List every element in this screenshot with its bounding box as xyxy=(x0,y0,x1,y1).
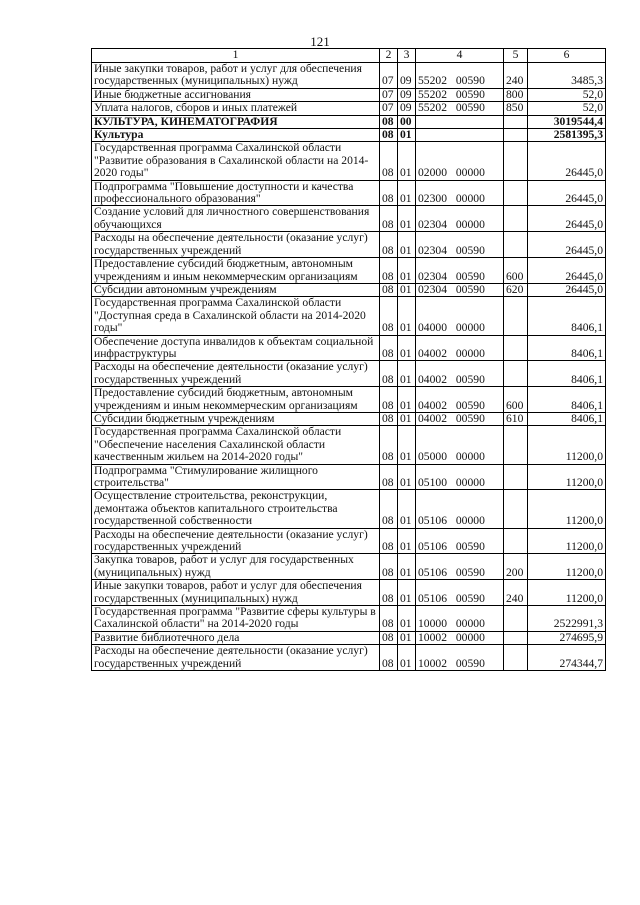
table-row xyxy=(92,580,606,606)
table-row xyxy=(92,88,606,101)
row-target-article: 04000 00000 xyxy=(416,297,504,335)
row-name: Уплата налогов, сборов и иных платежей xyxy=(92,102,380,115)
row-expense-type xyxy=(504,645,528,671)
row-section: 08 xyxy=(380,490,398,528)
row-name: Подпрограмма "Повышение доступности и качества профессионального образования" xyxy=(92,180,380,206)
row-expense-type xyxy=(504,180,528,206)
row-section: 08 xyxy=(380,580,398,606)
row-subsection: 01 xyxy=(398,606,416,632)
row-section: 08 xyxy=(380,606,398,632)
budget-table xyxy=(91,48,606,671)
table-row xyxy=(92,115,606,128)
row-name: Иные бюджетные ассигнования xyxy=(92,88,380,101)
row-subsection: 01 xyxy=(398,335,416,361)
row-subsection: 09 xyxy=(398,102,416,115)
row-target-article: 02000 00000 xyxy=(416,142,504,180)
row-expense-type xyxy=(504,361,528,387)
row-name: Расходы на обеспечение деятельности (оказание услуг) государственных учреждений xyxy=(92,528,380,554)
row-subsection: 01 xyxy=(398,283,416,296)
row-expense-type: 800 xyxy=(504,88,528,101)
row-target-article: 55202 00590 xyxy=(416,102,504,115)
row-expense-type xyxy=(504,631,528,644)
row-amount: 26445,0 xyxy=(528,180,606,206)
row-name: Расходы на обеспечение деятельности (оказание услуг) государственных учреждений xyxy=(92,232,380,258)
row-target-article: 55202 00590 xyxy=(416,88,504,101)
row-expense-type: 200 xyxy=(504,554,528,580)
row-subsection: 01 xyxy=(398,180,416,206)
table-row xyxy=(92,63,606,89)
row-name: Субсидии автономным учреждениям xyxy=(92,283,380,296)
row-section: 08 xyxy=(380,258,398,284)
row-target-article: 02304 00000 xyxy=(416,206,504,232)
row-amount: 8406,1 xyxy=(528,335,606,361)
table-row xyxy=(92,426,606,464)
row-expense-type xyxy=(504,490,528,528)
row-target-article xyxy=(416,115,504,128)
table-row xyxy=(92,258,606,284)
row-target-article: 02300 00000 xyxy=(416,180,504,206)
row-expense-type xyxy=(504,142,528,180)
row-amount: 11200,0 xyxy=(528,528,606,554)
row-expense-type xyxy=(504,206,528,232)
table-row xyxy=(92,361,606,387)
row-section: 08 xyxy=(380,335,398,361)
row-subsection: 01 xyxy=(398,361,416,387)
row-name: Государственная программа "Развитие сферы культуры в Сахалинской области" на 2014-2020 годы xyxy=(92,606,380,632)
row-target-article: 05000 00000 xyxy=(416,426,504,464)
row-section: 08 xyxy=(380,297,398,335)
row-amount: 52,0 xyxy=(528,88,606,101)
row-section: 08 xyxy=(380,180,398,206)
row-subsection: 01 xyxy=(398,645,416,671)
row-target-article: 05100 00000 xyxy=(416,464,504,490)
table-row xyxy=(92,335,606,361)
row-amount: 11200,0 xyxy=(528,554,606,580)
row-name: Расходы на обеспечение деятельности (оказание услуг) государственных учреждений xyxy=(92,361,380,387)
row-amount: 26445,0 xyxy=(528,142,606,180)
table-row xyxy=(92,283,606,296)
table-row xyxy=(92,297,606,335)
row-amount: 11200,0 xyxy=(528,426,606,464)
row-subsection: 09 xyxy=(398,88,416,101)
row-expense-type xyxy=(504,297,528,335)
row-section: 08 xyxy=(380,554,398,580)
table-row xyxy=(92,232,606,258)
row-expense-type xyxy=(504,606,528,632)
row-name: Предоставление субсидий бюджетным, автономным учреждениям и иным некоммерческим организациям xyxy=(92,258,380,284)
row-section: 08 xyxy=(380,283,398,296)
row-subsection: 01 xyxy=(398,580,416,606)
row-amount: 3485,3 xyxy=(528,63,606,89)
row-section: 08 xyxy=(380,631,398,644)
row-target-article: 02304 00590 xyxy=(416,283,504,296)
table-row xyxy=(92,206,606,232)
row-name: Расходы на обеспечение деятельности (оказание услуг) государственных учреждений xyxy=(92,645,380,671)
table-row xyxy=(92,142,606,180)
row-subsection: 01 xyxy=(398,631,416,644)
row-target-article: 04002 00000 xyxy=(416,335,504,361)
row-expense-type: 600 xyxy=(504,258,528,284)
row-expense-type: 600 xyxy=(504,387,528,413)
row-target-article: 02304 00590 xyxy=(416,232,504,258)
row-amount: 2522991,3 xyxy=(528,606,606,632)
row-amount: 11200,0 xyxy=(528,580,606,606)
table-row xyxy=(92,490,606,528)
row-target-article: 05106 00590 xyxy=(416,580,504,606)
row-target-article: 04002 00590 xyxy=(416,387,504,413)
table-row xyxy=(92,102,606,115)
row-section: 08 xyxy=(380,645,398,671)
row-subsection: 01 xyxy=(398,258,416,284)
row-expense-type: 850 xyxy=(504,102,528,115)
row-subsection: 00 xyxy=(398,115,416,128)
row-expense-type xyxy=(504,129,528,142)
row-name: Осуществление строительства, реконструкции, демонтажа объектов капитального строительства государственной собственности xyxy=(92,490,380,528)
row-amount: 52,0 xyxy=(528,102,606,115)
row-expense-type: 620 xyxy=(504,283,528,296)
row-section: 08 xyxy=(380,232,398,258)
header-col-3: 3 xyxy=(398,49,416,63)
row-section: 08 xyxy=(380,129,398,142)
table-row xyxy=(92,528,606,554)
row-section: 08 xyxy=(380,412,398,425)
row-subsection: 01 xyxy=(398,412,416,425)
row-name: Закупка товаров, работ и услуг для государственных (муниципальных) нужд xyxy=(92,554,380,580)
row-section: 07 xyxy=(380,102,398,115)
row-name: Развитие библиотечного дела xyxy=(92,631,380,644)
row-expense-type xyxy=(504,232,528,258)
table-body xyxy=(92,63,606,671)
table-row xyxy=(92,464,606,490)
row-name: Предоставление субсидий бюджетным, автономным учреждениям и иным некоммерческим организациям xyxy=(92,387,380,413)
row-section: 08 xyxy=(380,361,398,387)
row-subsection: 01 xyxy=(398,528,416,554)
row-name: Государственная программа Сахалинской области "Развитие образования в Сахалинской области на 2014-2020 годы" xyxy=(92,142,380,180)
row-subsection: 01 xyxy=(398,554,416,580)
row-name: Государственная программа Сахалинской области "Обеспечение населения Сахалинской области качественным жильем на 2014-2020 годы" xyxy=(92,426,380,464)
row-expense-type xyxy=(504,115,528,128)
row-target-article xyxy=(416,129,504,142)
row-amount: 8406,1 xyxy=(528,361,606,387)
row-name: Субсидии бюджетным учреждениям xyxy=(92,412,380,425)
row-amount: 8406,1 xyxy=(528,412,606,425)
row-expense-type xyxy=(504,335,528,361)
row-amount: 2581395,3 xyxy=(528,129,606,142)
row-section: 07 xyxy=(380,63,398,89)
row-expense-type xyxy=(504,426,528,464)
row-subsection: 01 xyxy=(398,206,416,232)
table-row xyxy=(92,387,606,413)
row-target-article: 55202 00590 xyxy=(416,63,504,89)
row-section: 08 xyxy=(380,142,398,180)
row-target-article: 10002 00000 xyxy=(416,631,504,644)
row-section: 08 xyxy=(380,206,398,232)
row-subsection: 01 xyxy=(398,142,416,180)
row-target-article: 10000 00000 xyxy=(416,606,504,632)
row-subsection: 01 xyxy=(398,232,416,258)
row-amount: 26445,0 xyxy=(528,232,606,258)
table-row xyxy=(92,554,606,580)
table-row xyxy=(92,180,606,206)
page-number: 121 xyxy=(310,34,330,49)
row-amount: 11200,0 xyxy=(528,464,606,490)
table-row xyxy=(92,606,606,632)
row-subsection: 01 xyxy=(398,387,416,413)
row-amount: 26445,0 xyxy=(528,283,606,296)
row-expense-type: 240 xyxy=(504,580,528,606)
row-amount: 26445,0 xyxy=(528,258,606,284)
header-col-2: 2 xyxy=(380,49,398,63)
row-amount: 3019544,4 xyxy=(528,115,606,128)
row-target-article: 10002 00590 xyxy=(416,645,504,671)
row-amount: 11200,0 xyxy=(528,490,606,528)
row-name: Иные закупки товаров, работ и услуг для обеспечения государственных (муниципальных) нужд xyxy=(92,63,380,89)
row-section: 08 xyxy=(380,426,398,464)
row-expense-type: 240 xyxy=(504,63,528,89)
row-expense-type: 610 xyxy=(504,412,528,425)
row-subsection: 01 xyxy=(398,129,416,142)
row-name: КУЛЬТУРА, КИНЕМАТОГРАФИЯ xyxy=(92,115,380,128)
table-row xyxy=(92,631,606,644)
row-amount: 274695,9 xyxy=(528,631,606,644)
row-subsection: 01 xyxy=(398,426,416,464)
row-subsection: 01 xyxy=(398,297,416,335)
header-col-4: 4 xyxy=(416,49,504,63)
row-name: Государственная программа Сахалинской области "Доступная среда в Сахалинской области на 2014-2020 годы" xyxy=(92,297,380,335)
header-col-5: 5 xyxy=(504,49,528,63)
table-row xyxy=(92,645,606,671)
row-name: Создание условий для личностного совершенствования обучающихся xyxy=(92,206,380,232)
row-name: Иные закупки товаров, работ и услуг для обеспечения государственных (муниципальных) нужд xyxy=(92,580,380,606)
row-amount: 274344,7 xyxy=(528,645,606,671)
row-target-article: 05106 00000 xyxy=(416,490,504,528)
table-row xyxy=(92,412,606,425)
header-col-6: 6 xyxy=(528,49,606,63)
table-header-row xyxy=(92,49,606,63)
row-name: Подпрограмма "Стимулирование жилищного строительства" xyxy=(92,464,380,490)
row-expense-type xyxy=(504,464,528,490)
row-amount: 26445,0 xyxy=(528,206,606,232)
row-amount: 8406,1 xyxy=(528,387,606,413)
row-target-article: 04002 00590 xyxy=(416,412,504,425)
row-section: 08 xyxy=(380,387,398,413)
row-subsection: 01 xyxy=(398,490,416,528)
row-target-article: 02304 00590 xyxy=(416,258,504,284)
header-col-1: 1 xyxy=(92,49,380,63)
row-expense-type xyxy=(504,528,528,554)
table-row xyxy=(92,129,606,142)
row-target-article: 05106 00590 xyxy=(416,554,504,580)
row-name: Обеспечение доступа инвалидов к объектам социальной инфраструктуры xyxy=(92,335,380,361)
row-section: 07 xyxy=(380,88,398,101)
row-subsection: 09 xyxy=(398,63,416,89)
row-section: 08 xyxy=(380,464,398,490)
row-section: 08 xyxy=(380,528,398,554)
row-target-article: 05106 00590 xyxy=(416,528,504,554)
row-amount: 8406,1 xyxy=(528,297,606,335)
row-target-article: 04002 00590 xyxy=(416,361,504,387)
row-section: 08 xyxy=(380,115,398,128)
row-name: Культура xyxy=(92,129,380,142)
row-subsection: 01 xyxy=(398,464,416,490)
